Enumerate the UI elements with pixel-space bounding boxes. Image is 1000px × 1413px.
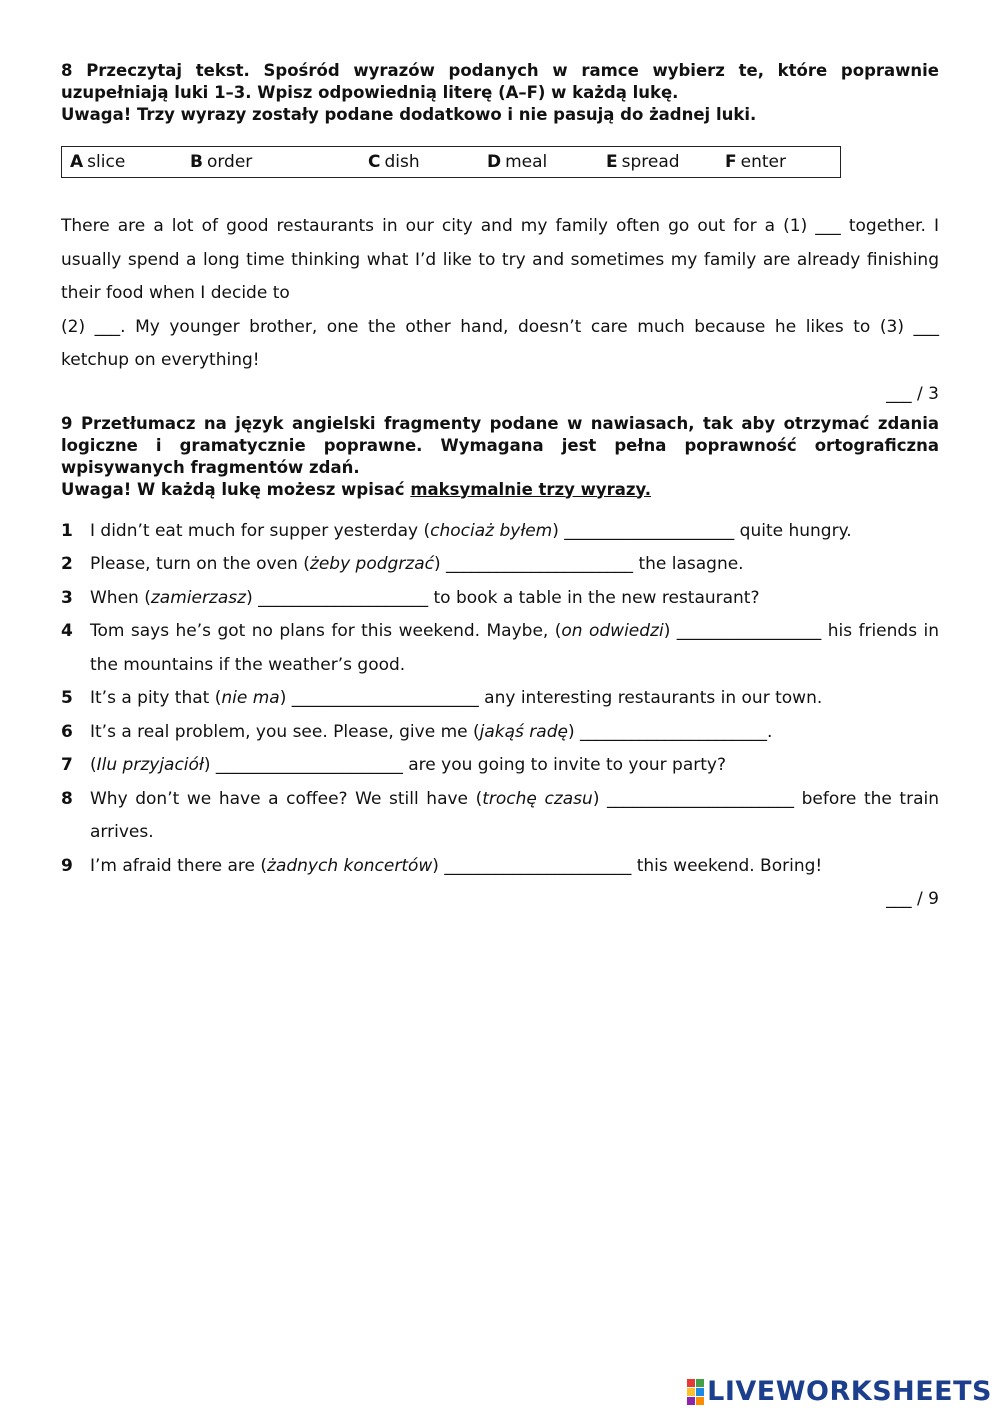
word-bank-option-e: E spread [606,152,680,172]
item-number: 7 [61,755,73,775]
item-sentence: It’s a pity that (nie ma) ______________________ any interesting restaurants in our town. [90,688,823,708]
worksheet-page [61,60,939,916]
polish-hint: chociaż byłem [430,520,553,541]
gap-fill-paragraph-2: (2) ___. My younger brother, one the other hand, doesn’t care much because he likes to (3) ___ ketchup on everything! [61,316,939,370]
logo-square [687,1388,695,1396]
item-sentence: Tom says he’s got no plans for this weekend. Maybe, (on odwiedzi) _________________ his friends in the mountains if the weather’s good. [90,621,939,675]
item-sentence: I didn’t eat much for supper yesterday (chociaż byłem) ____________________ quite hungry. [90,520,852,541]
exercise-9-instruction-note: Uwaga! W każdą lukę możesz wpisać maksymalnie trzy wyrazy. [61,479,652,499]
item-number: 3 [61,587,73,608]
item-sentence: When (zamierzasz) ____________________ to book a table in the new restaurant? [90,587,760,608]
list-item [61,615,939,682]
polish-hint: nie ma [221,688,280,708]
item-number: 9 [61,855,73,876]
word-bank-option-c: C dish [368,152,420,172]
item-sentence: Please, turn on the oven (żeby podgrzać) ______________________ the lasagne. [90,554,744,574]
list-item [61,716,939,750]
exercise-8-instruction-note: Uwaga! Trzy wyrazy zostały podane dodatkowo i nie pasują do żadnej luki. [61,105,757,124]
liveworksheets-logo [687,1376,992,1407]
item-number: 5 [61,688,73,708]
item-sentence: Why don’t we have a coffee? We still have (trochę czasu) ______________________ before the train arrives. [90,788,940,842]
logo-square [696,1379,704,1387]
polish-hint: zamierzasz [150,587,247,608]
item-number: 4 [61,621,73,641]
translation-items [61,515,939,884]
exercise-9-instruction-main: 9 Przetłumacz na język angielski fragmenty podane w nawiasach, tak aby otrzymać zdania logiczne i gramatycznie poprawne. Wymagana jest pełna poprawność ortograficzna wpisywanych fragmentów zdań. [61,413,939,477]
logo-mark-icon [687,1379,704,1405]
list-item [61,582,939,616]
word-bank-option-a: A slice [70,152,126,172]
exercise-8-instruction-main: 8 Przeczytaj tekst. Spośród wyrazów podanych w ramce wybierz te, które poprawnie uzupełniają luki 1–3. Wpisz odpowiednią literę (A–F) w każdą lukę. [61,61,939,102]
word-bank-box [61,146,841,178]
list-item [61,850,939,884]
item-number: 6 [61,721,73,742]
polish-hint: jakąś radę [479,721,568,742]
exercise-9-score: ___ / 9 [886,889,939,909]
polish-hint: żeby podgrzać [309,554,434,574]
word-bank-option-f: F enter [725,152,786,172]
logo-square [696,1388,704,1396]
item-sentence: It’s a real problem, you see. Please, give me (jakąś radę) ______________________. [90,721,773,742]
polish-hint: Ilu przyjaciół [96,755,204,775]
item-sentence: I’m afraid there are (żadnych koncertów) ______________________ this weekend. Boring! [90,855,823,876]
gap-fill-text [61,210,939,378]
list-item [61,548,939,582]
polish-hint: trochę czasu [482,788,593,809]
gap-fill-paragraph-1: There are a lot of good restaurants in our city and my family often go out for a (1) ___ together. I usually spend a long time thinking what I’d like to try and sometimes my family are already finishing their food when I decide to [61,216,939,303]
exercise-9-instructions [61,413,939,501]
logo-square [696,1397,704,1405]
list-item [61,682,939,716]
item-number: 1 [61,520,73,541]
exercise-8-instructions [61,60,939,126]
list-item [61,783,939,850]
exercise-8-score: ___ / 3 [886,383,939,404]
logo-text: LIVEWORKSHEETS [707,1376,992,1407]
word-bank-option-d: D meal [487,152,548,172]
item-sentence: (Ilu przyjaciół) ______________________ are you going to invite to your party? [90,755,726,775]
polish-hint: on odwiedzi [561,621,664,641]
item-number: 2 [61,554,73,574]
exercise-9-word-limit: maksymalnie trzy wyrazy. [410,479,652,499]
logo-square [687,1397,695,1405]
word-bank-option-b: B order [190,152,253,172]
list-item [61,749,939,783]
polish-hint: żadnych koncertów [267,855,433,876]
logo-square [687,1379,695,1387]
item-number: 8 [61,788,73,809]
list-item [61,515,939,549]
